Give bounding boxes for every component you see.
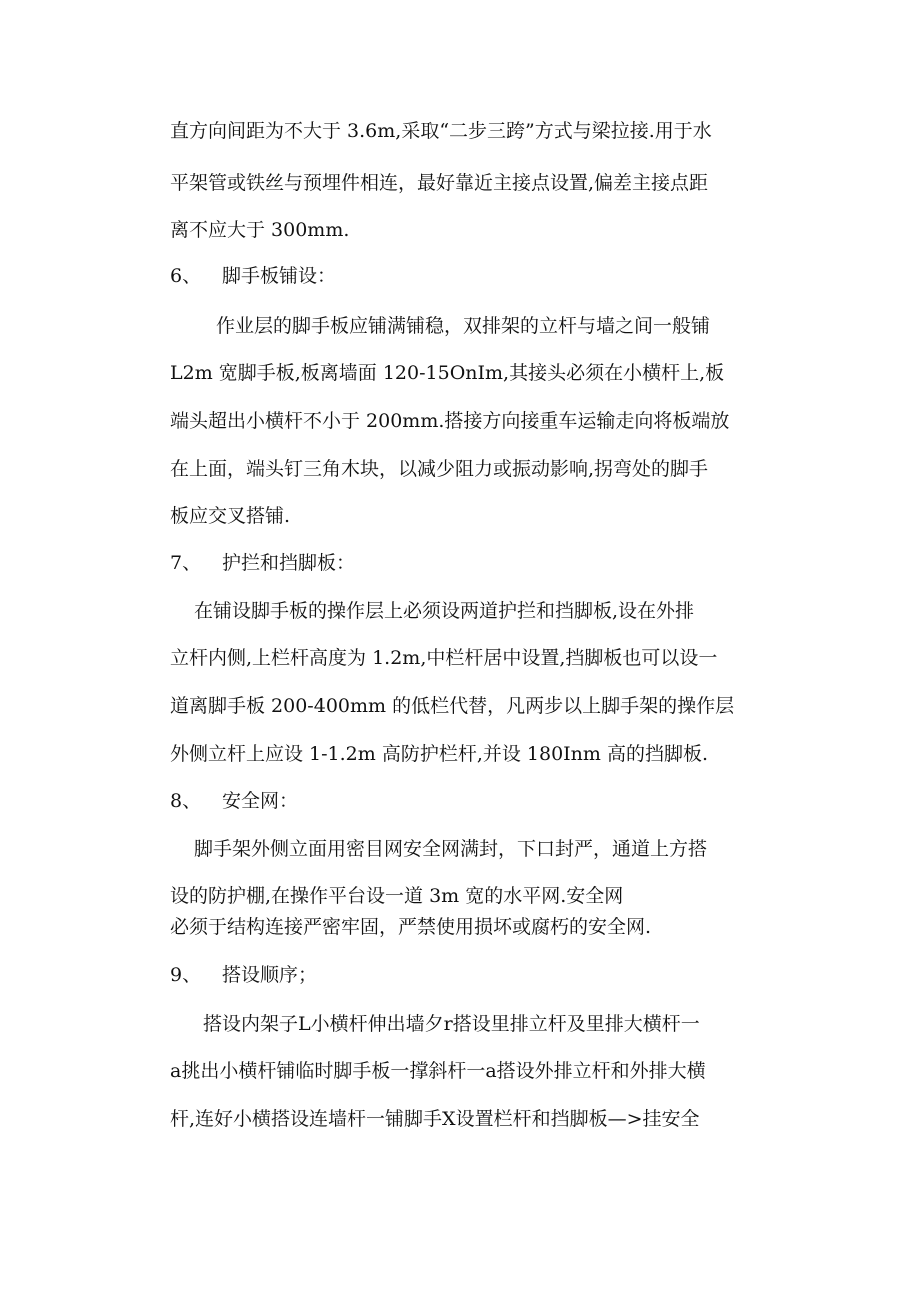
paragraph-line: 板应交叉搭铺. xyxy=(170,505,291,527)
paragraph-line: 在铺设脚手板的操作层上必须设两道护拦和挡脚板,设在外排 xyxy=(194,600,695,622)
paragraph-line: 端头超出小横杆不小于 200mm.搭接方向接重车运输走向将板端放 xyxy=(170,410,730,432)
section-title: 搭设顺序； xyxy=(222,964,318,986)
paragraph-line: 平架管或铁丝与预埋件相连，最好靠近主接点设置,偏差主接点距 xyxy=(170,172,709,194)
paragraph-line: 立杆内侧,上栏杆高度为 1.2m,中栏杆居中设置,挡脚板也可以设一 xyxy=(170,647,718,669)
paragraph-line: 搭设内架子L小横杆伸出墙夕r搭设里排立杆及里排大横杆一 xyxy=(203,1013,700,1035)
paragraph-line: 直方向间距为不大于 3.6m,采取“二步三跨”方式与梁拉接.用于水 xyxy=(170,120,712,142)
paragraph-line: 道离脚手板 200-400mm 的低栏代替，凡两步以上脚手架的操作层 xyxy=(170,695,735,717)
paragraph-line: 离不应大于 300mm. xyxy=(170,219,350,241)
paragraph-line: 必须于结构连接严密牢固，严禁使用损坏或腐朽的安全网. xyxy=(170,916,652,938)
paragraph-line: 外侧立杆上应设 1-1.2m 高防护栏杆,并设 180Inm 高的挡脚板. xyxy=(170,743,709,765)
section-heading-6 xyxy=(170,263,920,289)
section-heading-8 xyxy=(170,788,920,814)
section-heading-7 xyxy=(170,550,920,576)
paragraph-line: a挑出小横杆铺临时脚手板一撑斜杆一a搭设外排立杆和外排大横 xyxy=(170,1060,706,1082)
paragraph-line: 杆,连好小横搭设连墙杆一铺脚手X设置栏杆和挡脚板—>挂安全 xyxy=(170,1108,700,1130)
section-number: 7、 xyxy=(170,552,202,574)
section-number: 8、 xyxy=(170,790,202,812)
section-title: 护拦和挡脚板： xyxy=(222,552,356,574)
paragraph-line: 脚手架外侧立面用密目网安全网满封，下口封严，通道上方搭 xyxy=(194,838,708,860)
paragraph-line: L2m 宽脚手板,板离墙面 120-15OnIm,其接头必须在小横杆上,板 xyxy=(170,362,725,384)
paragraph-line: 作业层的脚手板应铺满铺稳，双排架的立杆与墙之间一般铺 xyxy=(216,315,711,337)
section-number: 6、 xyxy=(170,265,202,287)
paragraph-line: 设的防护棚,在操作平台设一道 3m 宽的水平网.安全网 xyxy=(170,885,624,907)
section-heading-9 xyxy=(170,962,920,988)
paragraph-line: 在上面，端头钉三角木块，以减少阻力或振动影响,拐弯处的脚手 xyxy=(170,458,709,480)
section-title: 安全网： xyxy=(222,790,299,812)
section-number: 9、 xyxy=(170,964,202,986)
section-title: 脚手板铺设： xyxy=(222,265,337,287)
